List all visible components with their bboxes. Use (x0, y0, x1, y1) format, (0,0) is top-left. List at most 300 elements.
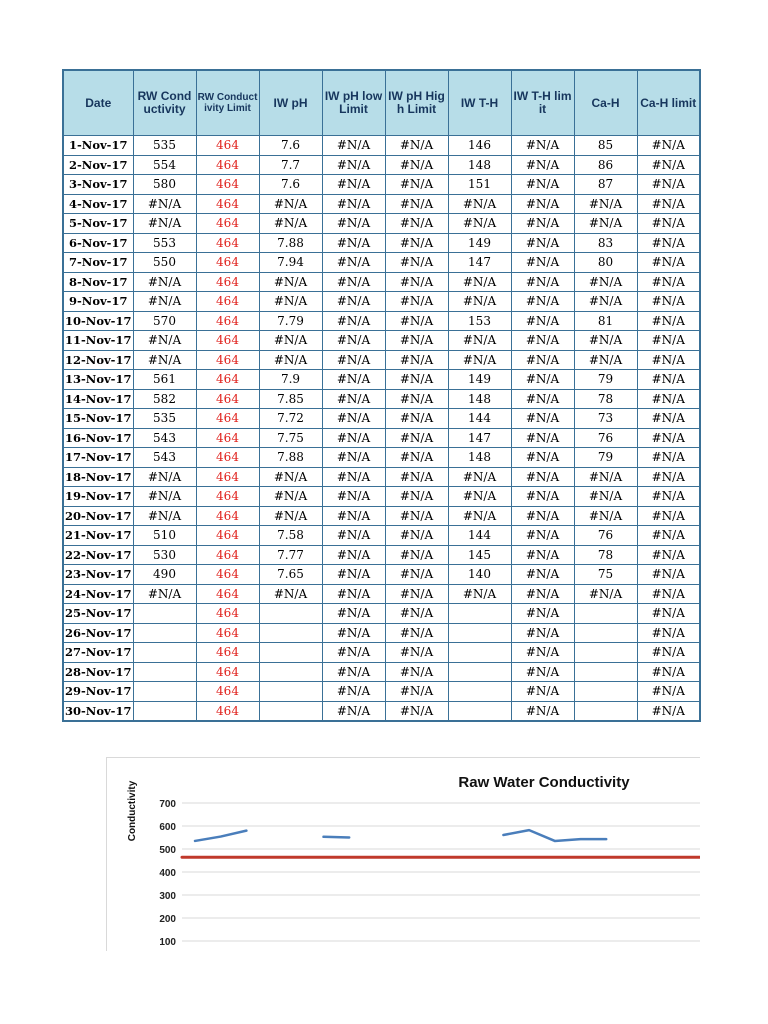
table-row (63, 643, 700, 663)
cell-iw-ph (259, 682, 322, 702)
cell-date: 13-Nov-17 (63, 370, 133, 390)
cell-iw-ph-low-limit: #N/A (322, 194, 385, 214)
cell-iw-th: 149 (448, 370, 511, 390)
table-row (63, 214, 700, 234)
cell-iw-ph-high-limit: #N/A (385, 311, 448, 331)
cell-date: 26-Nov-17 (63, 623, 133, 643)
cell-ca-h (574, 623, 637, 643)
cell-ca-h-limit: #N/A (637, 194, 700, 214)
cell-iw-ph-low-limit: #N/A (322, 350, 385, 370)
cell-rw-conductivity: #N/A (133, 350, 196, 370)
cell-date: 27-Nov-17 (63, 643, 133, 663)
cell-date: 19-Nov-17 (63, 487, 133, 507)
cell-iw-th: #N/A (448, 506, 511, 526)
cell-rw-conductivity-limit: 464 (196, 350, 259, 370)
cell-iw-ph (259, 662, 322, 682)
cell-iw-th-limit: #N/A (511, 604, 574, 624)
cell-iw-th (448, 643, 511, 663)
cell-iw-ph-low-limit: #N/A (322, 662, 385, 682)
cell-iw-ph: 7.58 (259, 526, 322, 546)
chart-y-axis-label: Conductivity (127, 780, 138, 842)
cell-iw-th-limit: #N/A (511, 467, 574, 487)
cell-iw-th: #N/A (448, 487, 511, 507)
cell-ca-h (574, 701, 637, 721)
cell-date: 20-Nov-17 (63, 506, 133, 526)
cell-iw-th (448, 682, 511, 702)
cell-rw-conductivity: #N/A (133, 584, 196, 604)
cell-iw-ph-low-limit: #N/A (322, 136, 385, 156)
cell-ca-h: #N/A (574, 194, 637, 214)
table-row (63, 175, 700, 195)
cell-iw-ph-low-limit: #N/A (322, 272, 385, 292)
cell-iw-th: 148 (448, 155, 511, 175)
header-iw-th: IW T-H (448, 70, 511, 136)
table-row (63, 389, 700, 409)
cell-iw-th: #N/A (448, 292, 511, 312)
cell-ca-h: 76 (574, 428, 637, 448)
cell-date: 8-Nov-17 (63, 272, 133, 292)
cell-ca-h-limit: #N/A (637, 506, 700, 526)
table-body (63, 136, 700, 722)
cell-rw-conductivity: #N/A (133, 292, 196, 312)
cell-iw-ph-low-limit: #N/A (322, 565, 385, 585)
cell-iw-ph-high-limit: #N/A (385, 175, 448, 195)
cell-ca-h-limit: #N/A (637, 565, 700, 585)
cell-iw-ph: 7.94 (259, 253, 322, 273)
cell-date: 6-Nov-17 (63, 233, 133, 253)
header-rw-conductivity-limit: RW Conductivity Limit (196, 70, 259, 136)
cell-iw-ph-high-limit: #N/A (385, 272, 448, 292)
cell-date: 24-Nov-17 (63, 584, 133, 604)
cell-iw-ph-low-limit: #N/A (322, 370, 385, 390)
cell-ca-h-limit: #N/A (637, 662, 700, 682)
cell-iw-th: 148 (448, 448, 511, 468)
cell-iw-ph: 7.65 (259, 565, 322, 585)
cell-iw-ph: #N/A (259, 194, 322, 214)
table-row (63, 623, 700, 643)
chart-y-tick-labels (159, 799, 176, 948)
cell-rw-conductivity-limit: 464 (196, 643, 259, 663)
cell-rw-conductivity-limit: 464 (196, 175, 259, 195)
cell-ca-h: 86 (574, 155, 637, 175)
cell-iw-ph: #N/A (259, 350, 322, 370)
cell-rw-conductivity: 535 (133, 409, 196, 429)
cell-iw-ph: 7.79 (259, 311, 322, 331)
cell-iw-th: #N/A (448, 467, 511, 487)
table-row (63, 526, 700, 546)
header-ca-h-limit: Ca-H limit (637, 70, 700, 136)
cell-ca-h (574, 604, 637, 624)
cell-iw-ph-high-limit: #N/A (385, 662, 448, 682)
cell-iw-ph-low-limit: #N/A (322, 311, 385, 331)
cell-iw-th: #N/A (448, 584, 511, 604)
cell-iw-ph-low-limit: #N/A (322, 682, 385, 702)
cell-ca-h-limit: #N/A (637, 604, 700, 624)
cell-iw-ph: 7.9 (259, 370, 322, 390)
table-row (63, 272, 700, 292)
cell-ca-h-limit: #N/A (637, 155, 700, 175)
cell-rw-conductivity (133, 662, 196, 682)
cell-rw-conductivity: 570 (133, 311, 196, 331)
cell-rw-conductivity: 553 (133, 233, 196, 253)
cell-date: 12-Nov-17 (63, 350, 133, 370)
cell-date: 5-Nov-17 (63, 214, 133, 234)
cell-iw-ph-high-limit: #N/A (385, 194, 448, 214)
table-row (63, 233, 700, 253)
cell-iw-ph-low-limit: #N/A (322, 526, 385, 546)
cell-iw-ph-low-limit: #N/A (322, 155, 385, 175)
table-row (63, 565, 700, 585)
cell-ca-h-limit: #N/A (637, 311, 700, 331)
cell-ca-h-limit: #N/A (637, 292, 700, 312)
cell-rw-conductivity-limit: 464 (196, 584, 259, 604)
cell-rw-conductivity (133, 623, 196, 643)
y-tick-label: 100 (159, 937, 176, 948)
cell-iw-ph-low-limit: #N/A (322, 214, 385, 234)
cell-iw-th: 148 (448, 389, 511, 409)
cell-ca-h-limit: #N/A (637, 370, 700, 390)
cell-iw-ph-low-limit: #N/A (322, 701, 385, 721)
y-tick-label: 400 (159, 868, 176, 879)
cell-ca-h-limit: #N/A (637, 428, 700, 448)
cell-iw-th-limit: #N/A (511, 155, 574, 175)
cell-iw-ph-high-limit: #N/A (385, 604, 448, 624)
cell-date: 29-Nov-17 (63, 682, 133, 702)
cell-rw-conductivity-limit: 464 (196, 467, 259, 487)
cell-date: 11-Nov-17 (63, 331, 133, 351)
cell-ca-h-limit: #N/A (637, 331, 700, 351)
table-row (63, 136, 700, 156)
cell-rw-conductivity: #N/A (133, 331, 196, 351)
cell-rw-conductivity (133, 643, 196, 663)
header-iw-ph-low-limit: IW pH low Limit (322, 70, 385, 136)
table-row (63, 370, 700, 390)
cell-ca-h: 81 (574, 311, 637, 331)
table-row (63, 448, 700, 468)
cell-iw-th-limit: #N/A (511, 682, 574, 702)
cell-rw-conductivity: #N/A (133, 487, 196, 507)
cell-iw-ph: 7.88 (259, 448, 322, 468)
cell-iw-th: 144 (448, 526, 511, 546)
cell-iw-th-limit: #N/A (511, 214, 574, 234)
cell-iw-ph: #N/A (259, 292, 322, 312)
cell-iw-th-limit: #N/A (511, 448, 574, 468)
cell-date: 16-Nov-17 (63, 428, 133, 448)
cell-iw-ph-low-limit: #N/A (322, 643, 385, 663)
cell-ca-h-limit: #N/A (637, 701, 700, 721)
cell-rw-conductivity-limit: 464 (196, 233, 259, 253)
cell-iw-ph: #N/A (259, 506, 322, 526)
cell-rw-conductivity-limit: 464 (196, 701, 259, 721)
cell-ca-h: #N/A (574, 584, 637, 604)
table-row (63, 604, 700, 624)
cell-iw-th-limit: #N/A (511, 331, 574, 351)
cell-ca-h: #N/A (574, 292, 637, 312)
cell-iw-th-limit: #N/A (511, 370, 574, 390)
cell-rw-conductivity-limit: 464 (196, 448, 259, 468)
cell-ca-h-limit: #N/A (637, 214, 700, 234)
cell-rw-conductivity: 580 (133, 175, 196, 195)
cell-iw-ph: #N/A (259, 487, 322, 507)
table-row (63, 701, 700, 721)
cell-iw-ph-low-limit: #N/A (322, 448, 385, 468)
cell-iw-ph-low-limit: #N/A (322, 175, 385, 195)
cell-iw-ph-low-limit: #N/A (322, 545, 385, 565)
cell-iw-ph: #N/A (259, 331, 322, 351)
header-iw-ph: IW pH (259, 70, 322, 136)
cell-ca-h: #N/A (574, 350, 637, 370)
cell-rw-conductivity: 510 (133, 526, 196, 546)
cell-iw-ph-low-limit: #N/A (322, 467, 385, 487)
cell-ca-h: 78 (574, 545, 637, 565)
cell-iw-ph-high-limit: #N/A (385, 253, 448, 273)
cell-rw-conductivity: #N/A (133, 194, 196, 214)
cell-iw-ph-low-limit: #N/A (322, 604, 385, 624)
cell-iw-ph-high-limit: #N/A (385, 409, 448, 429)
cell-rw-conductivity-limit: 464 (196, 214, 259, 234)
cell-rw-conductivity: #N/A (133, 272, 196, 292)
cell-date: 9-Nov-17 (63, 292, 133, 312)
cell-iw-ph-low-limit: #N/A (322, 292, 385, 312)
cell-iw-th-limit: #N/A (511, 643, 574, 663)
cell-ca-h-limit: #N/A (637, 545, 700, 565)
cell-iw-ph: 7.88 (259, 233, 322, 253)
cell-iw-ph-high-limit: #N/A (385, 448, 448, 468)
cell-rw-conductivity: #N/A (133, 506, 196, 526)
cell-iw-ph (259, 643, 322, 663)
cell-rw-conductivity: 530 (133, 545, 196, 565)
cell-iw-th-limit: #N/A (511, 584, 574, 604)
cell-ca-h: 78 (574, 389, 637, 409)
cell-iw-ph-high-limit: #N/A (385, 701, 448, 721)
cell-date: 14-Nov-17 (63, 389, 133, 409)
cell-iw-ph-high-limit: #N/A (385, 214, 448, 234)
cell-iw-th-limit: #N/A (511, 662, 574, 682)
cell-iw-ph: 7.6 (259, 175, 322, 195)
y-tick-label: 700 (159, 799, 176, 810)
series-line-segment (503, 830, 606, 841)
cell-ca-h-limit: #N/A (637, 643, 700, 663)
cell-iw-th: 151 (448, 175, 511, 195)
cell-iw-ph: #N/A (259, 584, 322, 604)
cell-rw-conductivity-limit: 464 (196, 194, 259, 214)
cell-iw-th: #N/A (448, 214, 511, 234)
cell-iw-ph-high-limit: #N/A (385, 428, 448, 448)
cell-iw-ph (259, 623, 322, 643)
cell-iw-ph: 7.72 (259, 409, 322, 429)
cell-iw-th-limit: #N/A (511, 428, 574, 448)
cell-iw-th-limit: #N/A (511, 194, 574, 214)
cell-iw-th-limit: #N/A (511, 350, 574, 370)
cell-iw-ph: 7.77 (259, 545, 322, 565)
cell-ca-h: #N/A (574, 214, 637, 234)
cell-iw-th-limit: #N/A (511, 175, 574, 195)
table-row (63, 311, 700, 331)
cell-ca-h-limit: #N/A (637, 350, 700, 370)
cell-date: 4-Nov-17 (63, 194, 133, 214)
cell-ca-h-limit: #N/A (637, 487, 700, 507)
cell-iw-th-limit: #N/A (511, 253, 574, 273)
cell-ca-h: #N/A (574, 467, 637, 487)
cell-iw-th (448, 604, 511, 624)
cell-iw-th (448, 701, 511, 721)
y-tick-label: 200 (159, 914, 176, 925)
cell-iw-th: 153 (448, 311, 511, 331)
cell-rw-conductivity-limit: 464 (196, 623, 259, 643)
cell-iw-th-limit: #N/A (511, 136, 574, 156)
raw-water-conductivity-chart (106, 757, 700, 951)
cell-iw-ph: #N/A (259, 272, 322, 292)
cell-iw-ph (259, 701, 322, 721)
cell-iw-th-limit: #N/A (511, 565, 574, 585)
cell-iw-ph: 7.85 (259, 389, 322, 409)
series-line-segment (324, 837, 350, 838)
table-header-row (63, 70, 700, 136)
cell-iw-th: 140 (448, 565, 511, 585)
cell-iw-ph-low-limit: #N/A (322, 409, 385, 429)
chart-gridlines (182, 803, 700, 941)
table-row (63, 584, 700, 604)
cell-iw-th-limit: #N/A (511, 272, 574, 292)
cell-rw-conductivity-limit: 464 (196, 272, 259, 292)
cell-iw-ph-high-limit: #N/A (385, 487, 448, 507)
cell-date: 21-Nov-17 (63, 526, 133, 546)
cell-date: 3-Nov-17 (63, 175, 133, 195)
cell-iw-ph-high-limit: #N/A (385, 526, 448, 546)
cell-date: 30-Nov-17 (63, 701, 133, 721)
cell-iw-ph-low-limit: #N/A (322, 428, 385, 448)
cell-date: 25-Nov-17 (63, 604, 133, 624)
table-row (63, 428, 700, 448)
cell-ca-h-limit: #N/A (637, 409, 700, 429)
cell-date: 28-Nov-17 (63, 662, 133, 682)
table-row (63, 350, 700, 370)
cell-ca-h-limit: #N/A (637, 467, 700, 487)
cell-rw-conductivity (133, 701, 196, 721)
cell-iw-ph-low-limit: #N/A (322, 487, 385, 507)
cell-rw-conductivity: 554 (133, 155, 196, 175)
table-row (63, 409, 700, 429)
cell-ca-h-limit: #N/A (637, 136, 700, 156)
cell-ca-h: 79 (574, 370, 637, 390)
cell-rw-conductivity: 535 (133, 136, 196, 156)
cell-date: 22-Nov-17 (63, 545, 133, 565)
cell-iw-ph-high-limit: #N/A (385, 233, 448, 253)
cell-iw-ph-high-limit: #N/A (385, 350, 448, 370)
series-line-segment (195, 831, 246, 841)
cell-iw-ph-low-limit: #N/A (322, 331, 385, 351)
cell-iw-ph (259, 604, 322, 624)
cell-rw-conductivity: 490 (133, 565, 196, 585)
cell-iw-th-limit: #N/A (511, 233, 574, 253)
cell-rw-conductivity-limit: 464 (196, 311, 259, 331)
series-rw-conductivity (195, 830, 606, 841)
cell-iw-ph-high-limit: #N/A (385, 545, 448, 565)
cell-rw-conductivity-limit: 464 (196, 155, 259, 175)
cell-iw-th: #N/A (448, 194, 511, 214)
cell-ca-h: 83 (574, 233, 637, 253)
table-row (63, 682, 700, 702)
cell-rw-conductivity (133, 604, 196, 624)
header-iw-ph-high-limit: IW pH High Limit (385, 70, 448, 136)
cell-rw-conductivity-limit: 464 (196, 565, 259, 585)
cell-iw-th-limit: #N/A (511, 623, 574, 643)
cell-ca-h: #N/A (574, 487, 637, 507)
cell-ca-h-limit: #N/A (637, 175, 700, 195)
cell-date: 17-Nov-17 (63, 448, 133, 468)
cell-iw-ph-low-limit: #N/A (322, 623, 385, 643)
cell-iw-th-limit: #N/A (511, 487, 574, 507)
cell-ca-h: 85 (574, 136, 637, 156)
cell-ca-h-limit: #N/A (637, 623, 700, 643)
cell-iw-ph-high-limit: #N/A (385, 506, 448, 526)
cell-ca-h: 87 (574, 175, 637, 195)
cell-iw-th: 146 (448, 136, 511, 156)
cell-iw-ph: 7.75 (259, 428, 322, 448)
cell-iw-ph-high-limit: #N/A (385, 584, 448, 604)
cell-rw-conductivity-limit: 464 (196, 253, 259, 273)
cell-ca-h-limit: #N/A (637, 253, 700, 273)
cell-iw-ph-low-limit: #N/A (322, 389, 385, 409)
cell-iw-ph-high-limit: #N/A (385, 623, 448, 643)
chart-series (182, 830, 700, 857)
cell-rw-conductivity-limit: 464 (196, 506, 259, 526)
cell-iw-th-limit: #N/A (511, 506, 574, 526)
cell-rw-conductivity: 543 (133, 428, 196, 448)
cell-iw-th-limit: #N/A (511, 701, 574, 721)
cell-ca-h: #N/A (574, 331, 637, 351)
cell-iw-ph-high-limit: #N/A (385, 682, 448, 702)
cell-rw-conductivity-limit: 464 (196, 370, 259, 390)
chart-title: Raw Water Conductivity (458, 774, 630, 791)
cell-date: 10-Nov-17 (63, 311, 133, 331)
cell-rw-conductivity-limit: 464 (196, 136, 259, 156)
cell-ca-h: 79 (574, 448, 637, 468)
cell-iw-ph-high-limit: #N/A (385, 467, 448, 487)
cell-date: 2-Nov-17 (63, 155, 133, 175)
cell-rw-conductivity-limit: 464 (196, 292, 259, 312)
cell-iw-th: 147 (448, 253, 511, 273)
table-row (63, 155, 700, 175)
cell-rw-conductivity-limit: 464 (196, 428, 259, 448)
header-rw-conductivity: RW Conductivity (133, 70, 196, 136)
cell-ca-h (574, 662, 637, 682)
cell-ca-h: 76 (574, 526, 637, 546)
cell-iw-th-limit: #N/A (511, 292, 574, 312)
cell-rw-conductivity-limit: 464 (196, 662, 259, 682)
cell-iw-ph-high-limit: #N/A (385, 565, 448, 585)
cell-iw-th (448, 623, 511, 643)
table-row (63, 467, 700, 487)
cell-iw-ph-high-limit: #N/A (385, 155, 448, 175)
cell-iw-ph-high-limit: #N/A (385, 389, 448, 409)
cell-iw-ph-low-limit: #N/A (322, 233, 385, 253)
cell-iw-th (448, 662, 511, 682)
cell-rw-conductivity-limit: 464 (196, 487, 259, 507)
cell-ca-h-limit: #N/A (637, 682, 700, 702)
cell-iw-ph-high-limit: #N/A (385, 136, 448, 156)
cell-date: 23-Nov-17 (63, 565, 133, 585)
header-ca-h: Ca-H (574, 70, 637, 136)
cell-iw-ph: #N/A (259, 214, 322, 234)
cell-rw-conductivity-limit: 464 (196, 545, 259, 565)
cell-iw-th: 144 (448, 409, 511, 429)
cell-iw-ph-high-limit: #N/A (385, 292, 448, 312)
table-row (63, 253, 700, 273)
cell-rw-conductivity: #N/A (133, 214, 196, 234)
cell-date: 1-Nov-17 (63, 136, 133, 156)
cell-rw-conductivity-limit: 464 (196, 331, 259, 351)
